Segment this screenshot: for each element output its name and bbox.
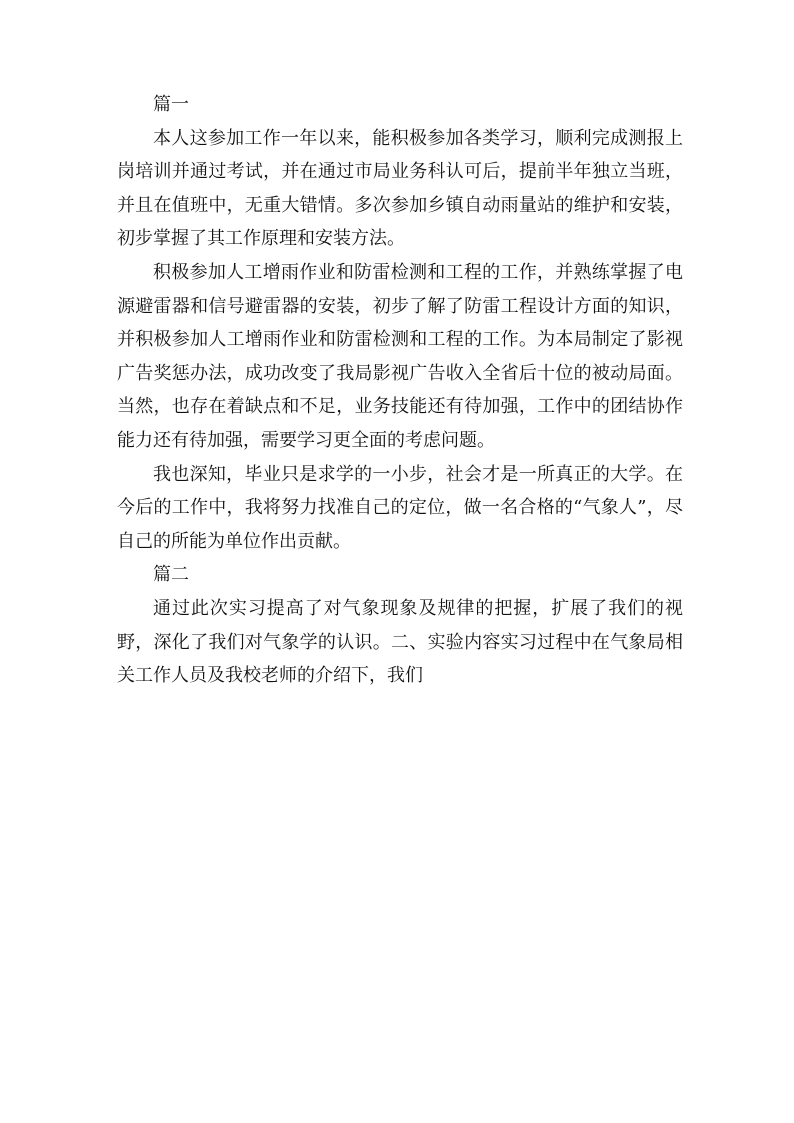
paragraph: 我也深知，毕业只是求学的一小步，社会才是一所真正的大学。在今后的工作中，我将努力找准自己的定位，做一名合格的“气象人”，尽自己的所能为单位作出贡献。 <box>117 463 683 552</box>
section-heading-2: 篇二 <box>153 564 189 586</box>
document-body <box>117 88 683 693</box>
paragraph: 本人这参加工作一年以来，能积极参加各类学习，顺利完成测报上岗培训并通过考试，并在通过市局业务科认可后，提前半年独立当班，并且在值班中，无重大错情。多次参加乡镇自动雨量站的维护和安装，初步掌握了其工作原理和安装方法。 <box>117 127 683 250</box>
paragraph: 通过此次实习提高了对气象现象及规律的把握，扩展了我们的视野，深化了我们对气象学的认识。二、实验内容实习过程中在气象局相关工作人员及我校老师的介绍下，我们 <box>117 597 683 687</box>
section-heading-1: 篇一 <box>153 94 189 115</box>
paragraph: 积极参加人工增雨作业和防雷检测和工程的工作，并熟练掌握了电源避雷器和信号避雷器的安装，初步了解了防雷工程设计方面的知识，并积极参加人工增雨作业和防雷检测和工程的工作。为本局制定了影视广告奖惩办法，成功改变了我局影视广告收入全省后十位的被动局面。当然，也存在着缺点和不足，业务技能还有待加强，工作中的团结协作能力还有待加强，需要学习更全面的考虑问题。 <box>117 261 683 451</box>
